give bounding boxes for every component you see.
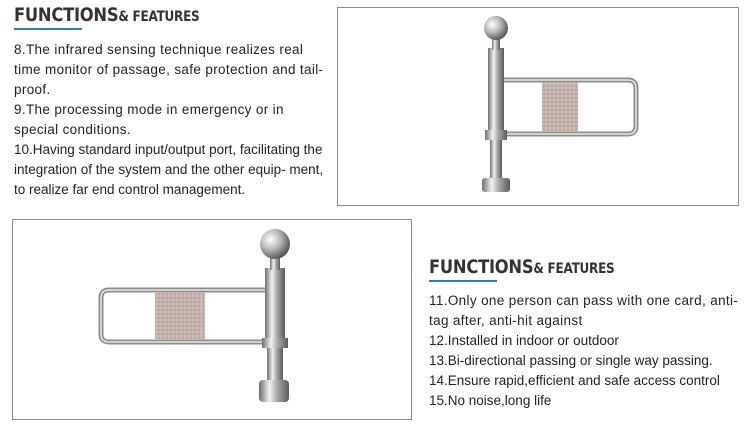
section-heading — [14, 4, 287, 26]
swing-gate-illustration — [338, 8, 738, 205]
product-image-swing-gate-right — [337, 7, 739, 206]
product-image-swing-gate-left — [12, 219, 412, 420]
heading-main-text: FUNCTIONS — [14, 4, 119, 26]
features-section-1 — [14, 4, 332, 200]
feature-item-8: 8.The infrared sensing technique realizes real time monitor of passage, safe protection and tail-proof. — [14, 42, 324, 97]
heading-underline — [429, 280, 497, 282]
feature-item-12: 12.Installed in indoor or outdoor — [429, 333, 619, 348]
heading-amp-text: & FEATURES — [118, 9, 200, 25]
feature-item-9: 9.The processing mode in emergency or in special conditions. — [14, 102, 284, 137]
heading-amp-text: & FEATURES — [533, 261, 615, 277]
swing-gate-illustration — [13, 220, 411, 419]
feature-item-15: 15.No noise,long life — [429, 393, 552, 408]
feature-item-13: 13.Bi-directional passing or single way passing. — [429, 353, 713, 368]
section-heading — [429, 256, 704, 278]
heading-main-text: FUNCTIONS — [429, 256, 534, 278]
features-section-2 — [429, 256, 749, 411]
feature-item-10: 10.Having standard input/output port, facilitating the integration of the system and the other equip- ment, to realize far end control management. — [14, 142, 324, 197]
feature-item-14: 14.Ensure rapid,efficient and safe access control — [429, 373, 720, 388]
feature-item-11: 11.Only one person can pass with one card, anti-tag after, anti-hit against — [429, 293, 739, 328]
heading-underline — [14, 28, 82, 30]
feature-list — [429, 291, 749, 411]
feature-list — [14, 40, 332, 200]
